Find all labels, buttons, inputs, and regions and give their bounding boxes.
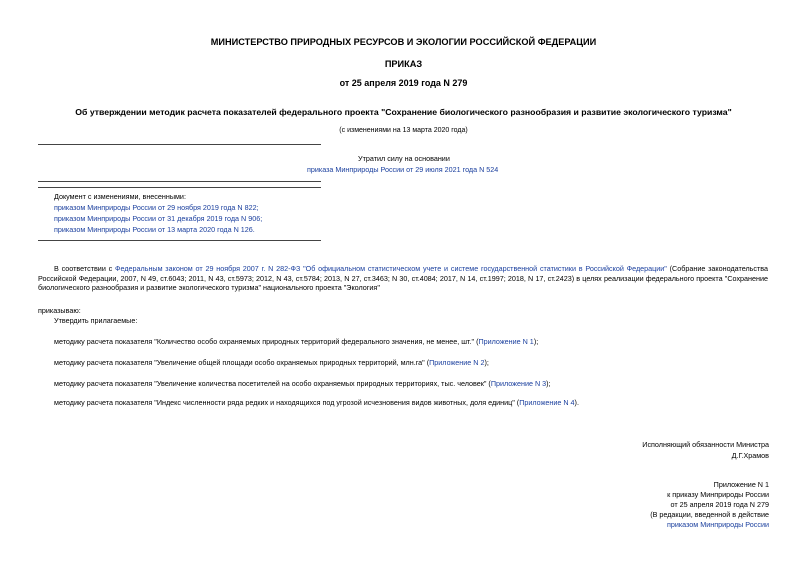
appendix-2-link[interactable]: Приложение N 2 <box>429 358 485 367</box>
divider <box>38 144 321 145</box>
ministry-heading: МИНИСТЕРСТВО ПРИРОДНЫХ РЕСУРСОВ И ЭКОЛОГИИ РОССИЙСКОЙ ФЕДЕРАЦИИ <box>210 37 597 47</box>
divider <box>38 181 321 182</box>
signatory-position: Исполняющий обязанности Министра <box>642 440 769 449</box>
date-number: от 25 апреля 2019 года N 279 <box>339 78 468 88</box>
repeal-order-link[interactable]: приказа Минприроды России от 29 июля 2021 года N 524 <box>307 165 499 174</box>
appendix-line: (В редакции, введенной в действие <box>650 510 769 519</box>
divider <box>38 240 321 241</box>
appendix-order-link[interactable]: приказом Минприроды России <box>666 520 769 529</box>
appendix-line: к приказу Минприроды России <box>667 490 769 499</box>
list-item: методику расчета показателя "Индекс численности ряда редких и находящихся под угрозой исчезновения видов животных, доля единиц" (Приложение N 4). <box>54 398 579 407</box>
document-title: Об утверждении методик расчета показателей федерального проекта "Сохранение биологического разнообразия и развитие экологического туризма" <box>75 107 732 117</box>
list-item: методику расчета показателя "Увеличение общей площади особо охраняемых природных территорий, млн.га" (Приложение N 2); <box>54 358 489 367</box>
change-link-2[interactable]: приказом Минприроды России от 31 декабря 2019 года N 906; <box>54 214 263 223</box>
list-item: методику расчета показателя "Увеличение количества посетителей на особо охраняемых природных территориях, тыс. человек" (Приложение N 3); <box>54 379 551 388</box>
change-link-1[interactable]: приказом Минприроды России от 29 ноября 2019 года N 822; <box>54 203 259 212</box>
appendix-4-link[interactable]: Приложение N 4 <box>519 398 575 407</box>
status-text: Утратил силу на основании <box>358 154 450 163</box>
federal-law-link[interactable]: Федеральным законом от 29 ноября 2007 г. N 282-ФЗ "Об официальном статистическом учете и системе государственной статистики в Российской Федерации" <box>115 264 667 273</box>
preamble-paragraph: В соответствии с Федеральным законом от 29 ноября 2007 г. N 282-ФЗ "Об официальном статистическом учете и системе государственной статистики в Российской Федерации" (Собрание законодательства Российской Федерации, 2007, N 49, ст.6043; 2011, N 43, ст.5973; 2012, N 43, ст.5784; 2013, N 27, ст.3463; N 30, ст.4084; 2017, N 14, ст.1997; 2018, N 17, ст.2423) в целях реализации федерального проекта "Сохранение биологического разнообразия и развитие экологического туризма" национального проекта "Экология" <box>38 264 769 293</box>
order-word: приказываю: <box>38 306 81 315</box>
amendments-note: (с изменениями на 13 марта 2020 года) <box>339 127 468 134</box>
divider <box>38 187 321 188</box>
approve-line: Утвердить прилагаемые: <box>54 316 138 325</box>
appendix-1-link[interactable]: Приложение N 1 <box>478 337 534 346</box>
signatory-name: Д.Г.Храмов <box>731 451 769 460</box>
appendix-title: Приложение N 1 <box>713 480 769 489</box>
appendix-line: от 25 апреля 2019 года N 279 <box>670 500 769 509</box>
list-item: методику расчета показателя "Количество особо охраняемых природных территорий федерального значения, не менее, шт." (Приложение N 1); <box>54 337 539 346</box>
appendix-3-link[interactable]: Приложение N 3 <box>490 379 547 388</box>
doc-type-heading: ПРИКАЗ <box>384 59 423 69</box>
changes-intro: Документ с изменениями, внесенными: <box>54 192 186 201</box>
change-link-3[interactable]: приказом Минприроды России от 13 марта 2020 года N 126. <box>54 225 255 234</box>
